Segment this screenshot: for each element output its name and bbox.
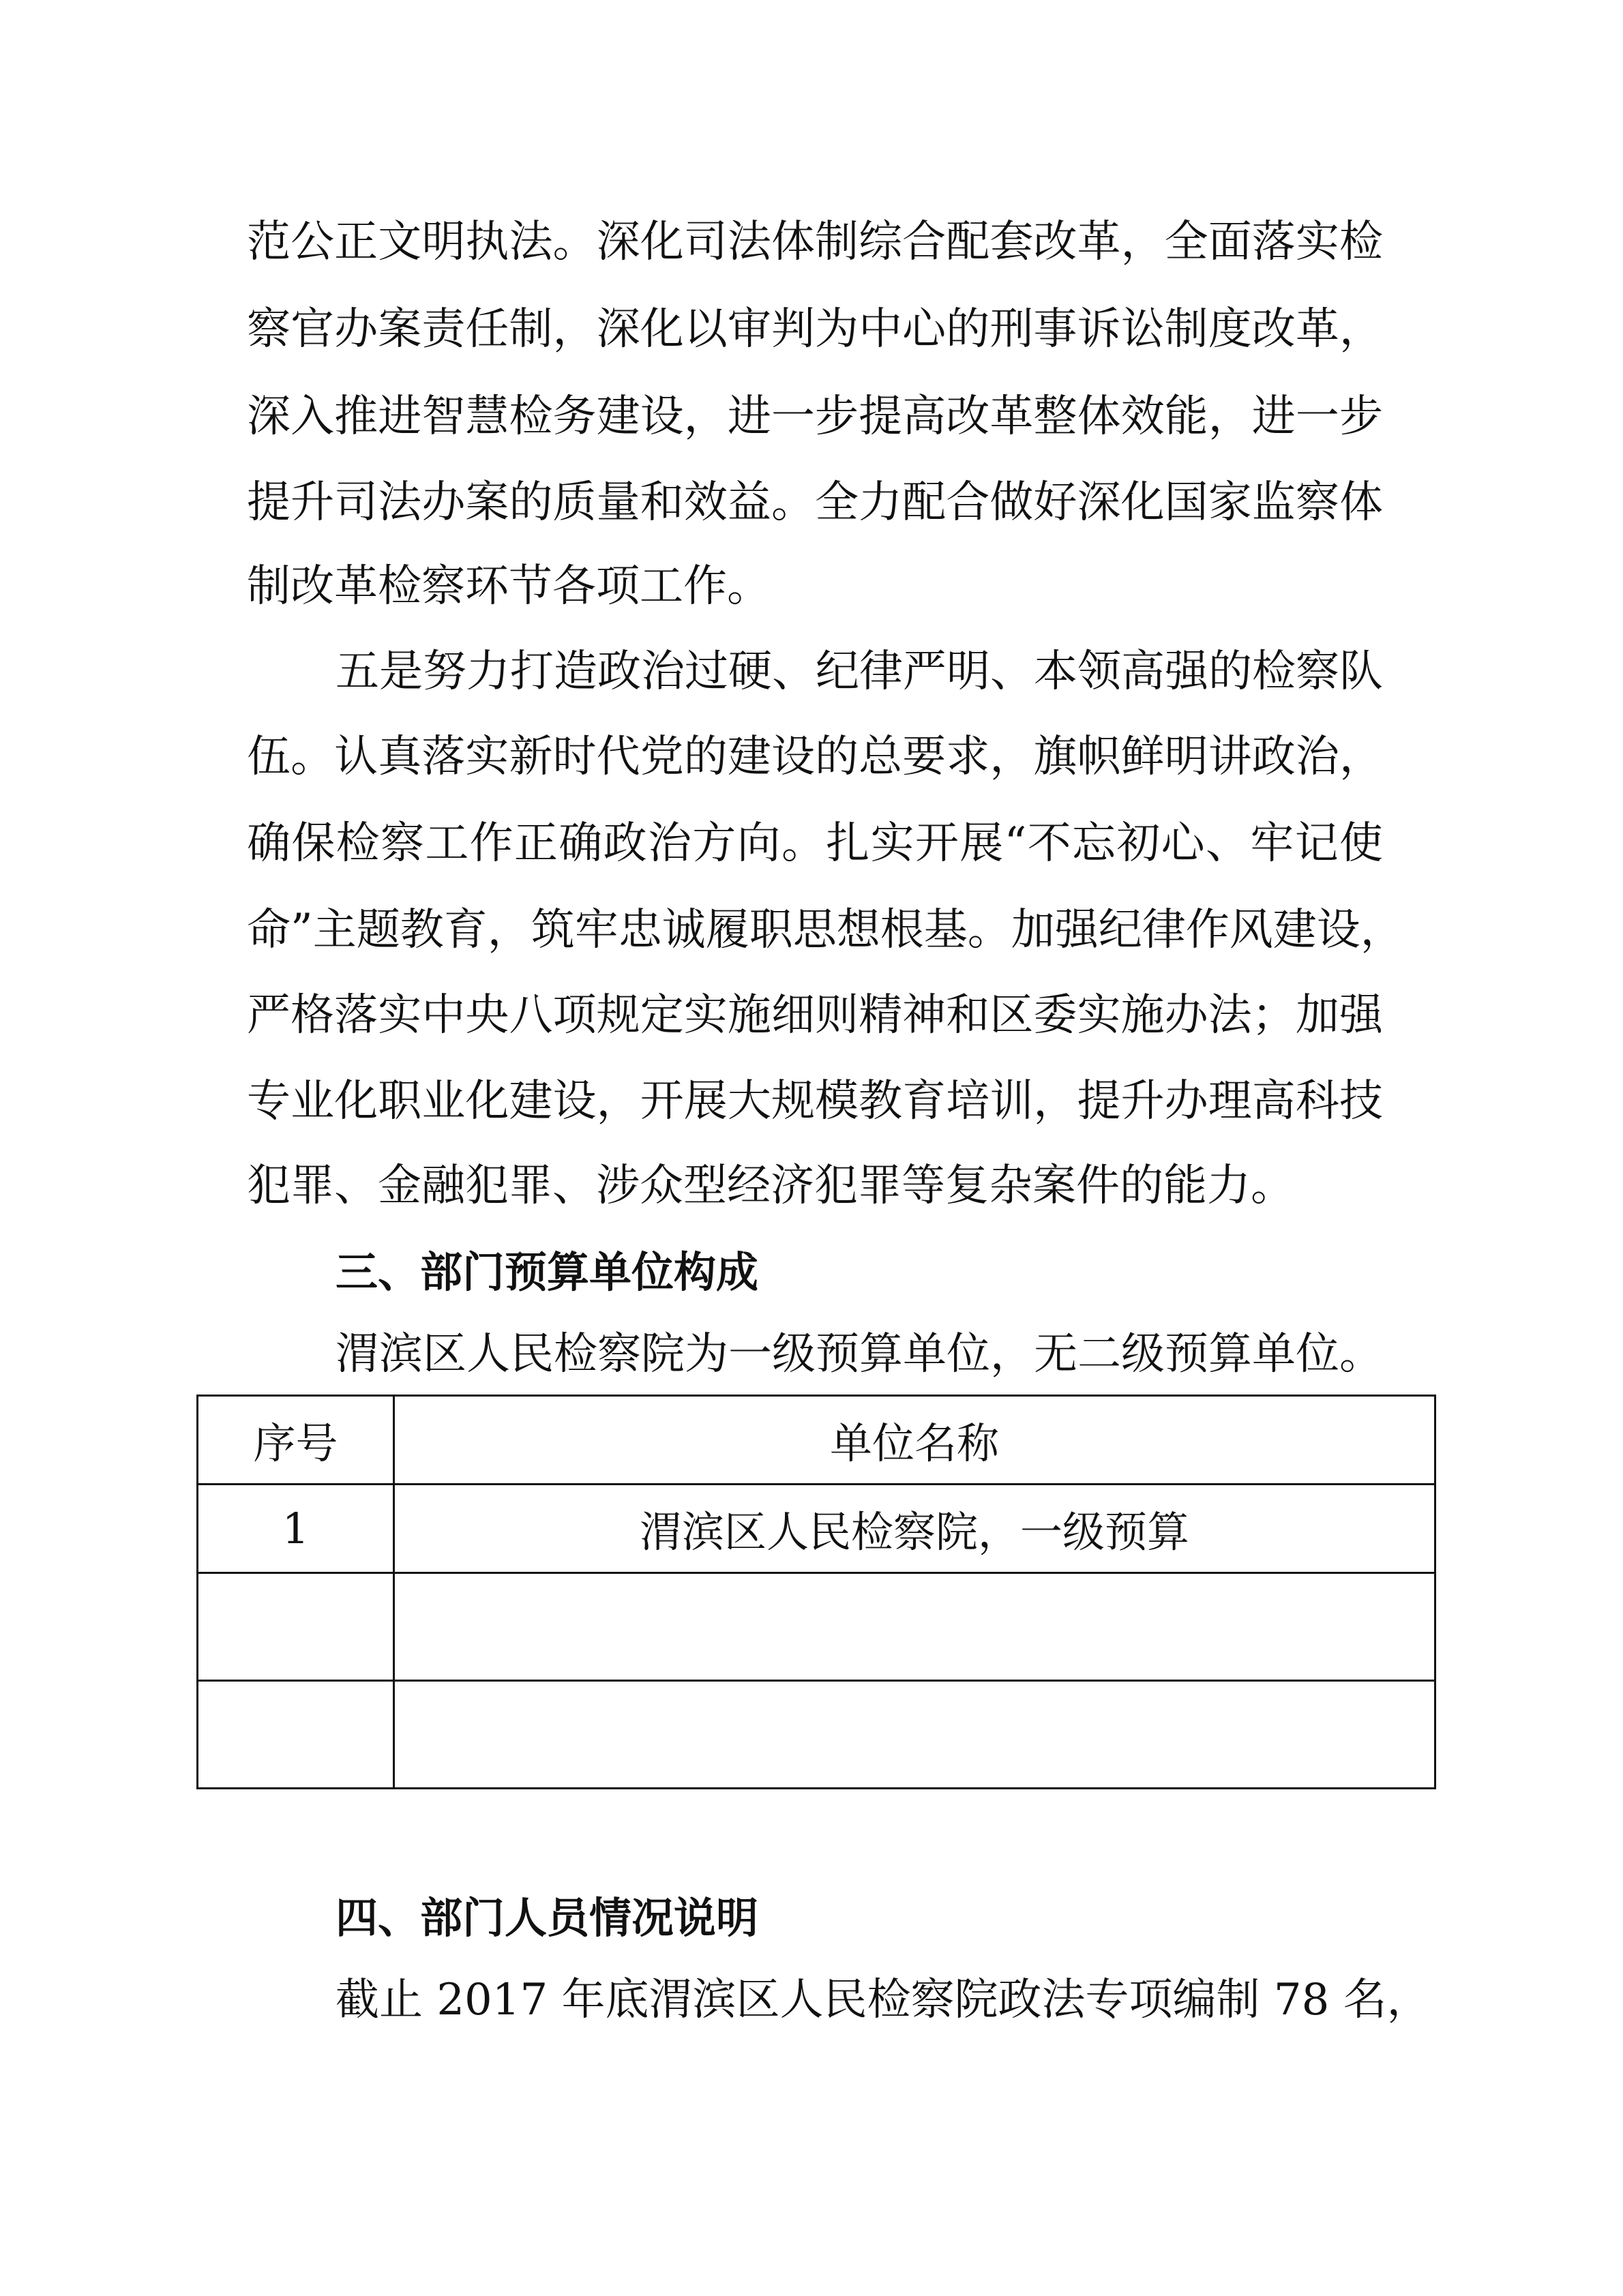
- paragraph-line: 五 是 努 力 打 造 政 治 过 硬 、 纪 律 严 明 、 本 领 高 强 的 检 察 队: [336, 646, 1383, 697]
- paragraph-line: 深 入 推 进 智 慧 检 务 建 设 ， 进 一 步 提 高 改 革 整 体 效 能 ， 进 一 步: [247, 391, 1383, 442]
- table-row: [198, 1485, 1435, 1573]
- table-header-row: [198, 1396, 1435, 1485]
- budget-units-table: [196, 1395, 1436, 1789]
- header-cell-unit-name: 单位名称: [394, 1396, 1435, 1485]
- table-cell: [198, 1573, 394, 1681]
- table-row: [198, 1681, 1435, 1789]
- section-heading: 三、部门预算单位构成: [336, 1247, 759, 1297]
- paragraph-line: 范 公 正 文 明 执 法 。 深 化 司 法 体 制 综 合 配 套 改 革 ， 全 面 落 实 检: [247, 217, 1383, 267]
- paragraph-line: 专 业 化 职 业 化 建 设 ， 开 展 大 规 模 教 育 培 训 ， 提 升 办 理 高 科 技: [247, 1076, 1383, 1127]
- header-cell-index: 序号: [198, 1396, 394, 1485]
- paragraph-line: 确 保 检 察 工 作 正 确 政 治 方 向 。 扎 实 开 展 “ 不 忘 初 心 、 牢 记 使: [247, 818, 1383, 869]
- table-cell: 1: [198, 1485, 394, 1573]
- paragraph-line: 制改革检察环节各项工作。: [247, 561, 771, 612]
- section-intro: 渭滨区人民检察院为一级预算单位，无二级预算单位。: [336, 1329, 1383, 1380]
- paragraph-line: 提 升 司 法 办 案 的 质 量 和 效 益 。 全 力 配 合 做 好 深 化 国 家 监 察 体: [247, 477, 1383, 528]
- table-cell: 渭滨区人民检察院，一级预算: [394, 1485, 1435, 1573]
- table-cell: [394, 1681, 1435, 1789]
- paragraph-line: 严 格 落 实 中 央 八 项 规 定 实 施 细 则 精 神 和 区 委 实 施 办 法 ； 加 强: [247, 990, 1383, 1041]
- section-heading: 四、部门人员情况说明: [336, 1893, 759, 1943]
- paragraph-line: 犯罪、金融犯罪、涉众型经济犯罪等复杂案件的能力。: [247, 1161, 1294, 1211]
- section-intro: 截止 2017 年底渭滨区人民检察院政法专项编制 78 名，: [336, 1975, 1431, 2025]
- paragraph-line: 察 官 办 案 责 任 制 ， 深 化 以 审 判 为 中 心 的 刑 事 诉 讼 制 度 改 革 ，: [247, 304, 1383, 355]
- table-cell: [394, 1573, 1435, 1681]
- table-cell: [198, 1681, 394, 1789]
- paragraph-line: 命 ” 主 题 教 育 ， 筑 牢 忠 诚 履 职 思 想 根 基 。 加 强 纪 律 作 风 建 设 ，: [247, 905, 1404, 955]
- paragraph-line: 伍 。 认 真 落 实 新 时 代 党 的 建 设 的 总 要 求 ， 旗 帜 鲜 明 讲 政 治 ，: [247, 732, 1383, 782]
- table-row: [198, 1573, 1435, 1681]
